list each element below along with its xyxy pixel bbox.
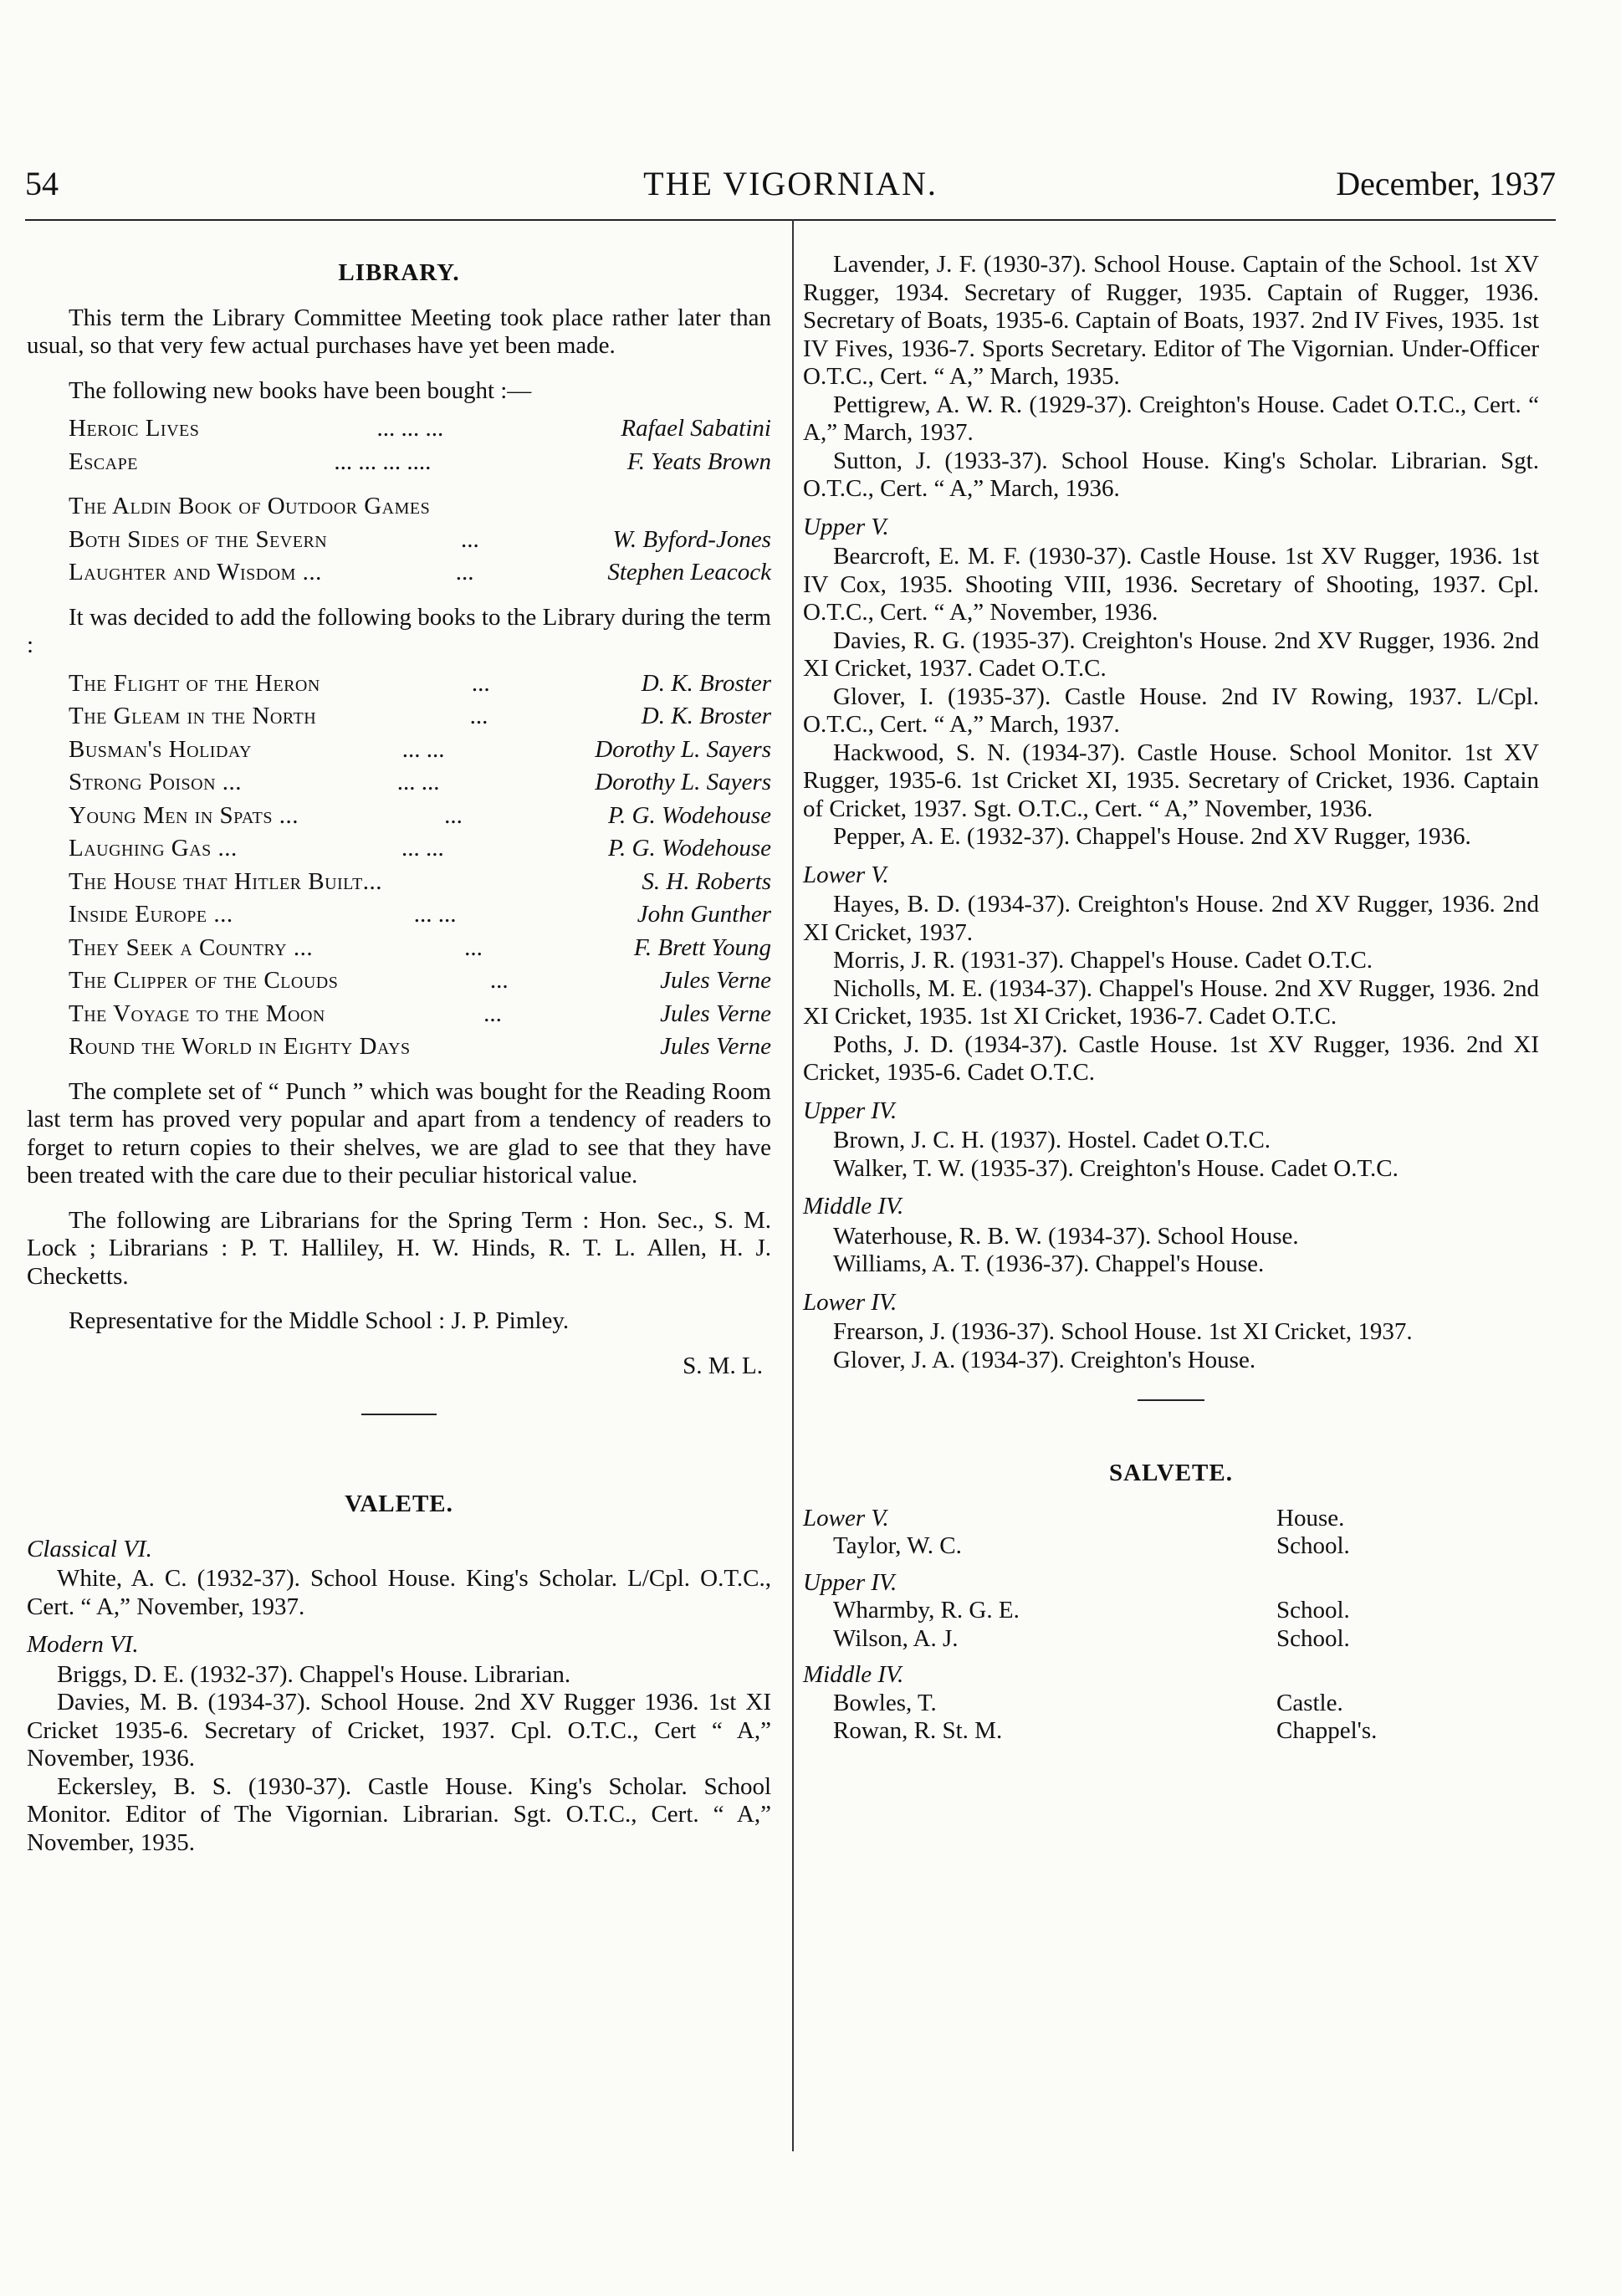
book-entry (69, 703, 771, 731)
leaver-entry: Frearson, J. (1936-37). School House. 1st XI Cricket, 1937. (833, 1318, 1413, 1345)
bought-books-list-1 (27, 415, 771, 476)
book-entry (69, 736, 771, 764)
leaver-entry: Bearcroft, E. M. F. (1930-37). Castle House. 1st XV Rugger, 1936. 1st IV Cox, 1935. Shooting VIII, 1936. Secretary of Shooting, 1937. Cpl. O.T.C., Cert. “ A,” November, 1936. (803, 543, 1539, 626)
book-author: Jules Verne (660, 967, 771, 994)
leaver-entry: Pepper, A. E. (1932-37). Chappel's House. 2nd XV Rugger, 1936. (833, 823, 1471, 850)
book-leader-dots: ... (455, 559, 474, 586)
library-heading: LIBRARY. (338, 259, 460, 286)
page-header (25, 164, 1556, 207)
form-section-label: Classical VI. (27, 1535, 152, 1562)
book-author: John Gunther (637, 901, 771, 928)
book-title: Young Men in Spats ... (69, 801, 299, 829)
book-title: Heroic Lives (69, 415, 200, 442)
book-title: The Clipper of the Clouds (69, 967, 339, 994)
book-leader-dots: ... ... (413, 901, 457, 928)
section-rule (361, 1414, 437, 1415)
pupil-house: School. (1276, 1597, 1350, 1624)
book-author: Dorothy L. Sayers (595, 735, 771, 763)
book-entry (69, 901, 771, 929)
bought-intro: The following new books have been bought :— (69, 376, 532, 404)
book-leader-dots: ... (489, 967, 509, 994)
issue-date: December, 1937 (1336, 165, 1556, 202)
book-leader-dots: ... ... (401, 835, 444, 862)
form-section-label: Lower V. (803, 1504, 889, 1532)
header-rule (25, 219, 1556, 221)
book-title: The House that Hitler Built... (69, 867, 383, 895)
book-author: Dorothy L. Sayers (595, 769, 771, 795)
book-entry (69, 835, 771, 863)
new-pupil-row (803, 1717, 1539, 1746)
book-title: Inside Europe ... (69, 901, 233, 928)
book-author: Jules Verne (660, 1000, 771, 1027)
pupil-house: School. (1276, 1532, 1350, 1559)
form-section-label: Modern VI. (27, 1631, 139, 1658)
new-pupil-row (803, 1532, 1539, 1561)
library-intro: This term the Library Committee Meeting took place rather later than usual, so that very few actual purchases have yet been made. (27, 304, 771, 359)
new-pupil-row (803, 1625, 1539, 1654)
right-column (803, 251, 1539, 1746)
added-intro: It was decided to add the following books to the Library during the term : (27, 603, 771, 658)
book-title: Round the World in Eighty Days (69, 1033, 411, 1060)
book-author: W. Byford-Jones (612, 525, 771, 553)
book-title: Laughing Gas ... (69, 835, 238, 862)
book-title: Escape (69, 447, 138, 475)
book-entry (69, 802, 771, 831)
pupil-name: Rowan, R. St. M. (833, 1717, 1003, 1744)
book-author: S. H. Roberts (642, 867, 771, 895)
column-divider (792, 219, 794, 2151)
salvete-heading: SALVETE. (1109, 1460, 1233, 1486)
book-entry (69, 1000, 771, 1029)
pupil-name: Wharmby, R. G. E. (833, 1597, 1020, 1624)
library-signature: S. M. L. (683, 1352, 763, 1379)
book-title: The Gleam in the North (69, 703, 317, 729)
book-title: The Voyage to the Moon (69, 1000, 325, 1027)
leaver-entry: White, A. C. (1932-37). School House. King's Scholar. L/Cpl. O.T.C., Cert. “ A,” November, 1937. (27, 1565, 771, 1620)
leaver-entry: Hayes, B. D. (1934-37). Creighton's House. 2nd XV Rugger, 1936. 2nd XI Cricket, 1937. (803, 891, 1539, 946)
book-leader-dots: ... ... (401, 735, 445, 763)
book-title: The Flight of the Heron (69, 669, 320, 697)
book-leader-dots: ... (469, 703, 488, 729)
pupil-house: Castle. (1276, 1689, 1343, 1716)
salvete-section-header (803, 1661, 1539, 1690)
book-entry (69, 448, 771, 477)
book-author: P. G. Wodehouse (608, 801, 771, 829)
book-leader-dots: ... (460, 525, 479, 553)
book-title: They Seek a Country ... (69, 933, 314, 961)
book-entry (69, 967, 771, 995)
form-section-label: Lower V. (803, 861, 889, 888)
book-author: Stephen Leacock (607, 559, 771, 586)
left-column (27, 251, 771, 1857)
salvete-section-header (803, 1505, 1539, 1533)
book-entry (69, 415, 771, 443)
book-author: F. Yeats Brown (626, 447, 771, 475)
pupil-name: Taylor, W. C. (833, 1532, 962, 1559)
librarians-paragraph: The following are Librarians for the Spring Term : Hon. Sec., S. M. Lock ; Librarians : P. T. Halliley, H. W. Hinds, R. T. L. Allen, H. J. Checketts. (27, 1206, 771, 1290)
book-entry (69, 526, 771, 555)
leaver-entry: Davies, M. B. (1934-37). School House. 2nd XV Rugger 1936. 1st XI Cricket 1935-6. Secretary of Cricket, 1937. Cpl. O.T.C., Cert “ A,” November, 1936. (27, 1689, 771, 1772)
book-entry (69, 670, 771, 698)
book-leader-dots: ... (464, 933, 483, 961)
leaver-entry: Briggs, D. E. (1932-37). Chappel's House. Librarian. (57, 1660, 571, 1688)
book-author: F. Brett Young (633, 933, 771, 961)
leaver-entry: Eckersley, B. S. (1930-37). Castle House. King's Scholar. School Monitor. Editor of The Vigornian. Librarian. Sgt. O.T.C., Cert. “ A,” November, 1935. (27, 1772, 771, 1856)
new-pupil-row (803, 1690, 1539, 1718)
pupil-house: Chappel's. (1276, 1717, 1378, 1744)
bought-books-list-2 (27, 493, 771, 587)
added-books-list (27, 670, 771, 1061)
leaver-entry: Waterhouse, R. B. W. (1934-37). School House. (833, 1222, 1299, 1250)
leaver-entry: Pettigrew, A. W. R. (1929-37). Creighton's House. Cadet O.T.C., Cert. “ A,” March, 1937. (803, 391, 1539, 446)
book-leader-dots: ... (444, 801, 463, 829)
book-title: Strong Poison ... (69, 769, 243, 795)
leaver-entry: Poths, J. D. (1934-37). Castle House. 1st XV Rugger, 1936. 2nd XI Cricket, 1935-6. Cadet O.T.C. (803, 1030, 1539, 1086)
leaver-entry: Davies, R. G. (1935-37). Creighton's House. 2nd XV Rugger, 1936. 2nd XI Cricket, 1937. Cadet O.T.C. (803, 626, 1539, 682)
form-section-label: Upper V. (803, 513, 889, 540)
salvete-list (803, 1505, 1539, 1746)
book-leader-dots: ... (483, 1000, 502, 1027)
leaver-entry: Walker, T. W. (1935-37). Creighton's House. Cadet O.T.C. (833, 1154, 1399, 1182)
book-title: The Aldin Book of Outdoor Games (69, 493, 431, 519)
book-leader-dots: ... ... (396, 769, 440, 795)
book-title: Laughter and Wisdom ... (69, 559, 322, 586)
valete-continued-list (803, 251, 1539, 504)
leaver-entry: Morris, J. R. (1931-37). Chappel's House. Cadet O.T.C. (833, 947, 1373, 974)
book-entry (69, 769, 771, 797)
book-leader-dots: ... ... ... .... (334, 447, 432, 475)
representative-paragraph: Representative for the Middle School : J. P. Pimley. (69, 1307, 570, 1334)
book-leader-dots: ... (471, 669, 490, 697)
pupil-name: Wilson, A. J. (833, 1624, 959, 1652)
section-rule (1138, 1399, 1204, 1401)
form-section-label: Middle IV. (803, 1193, 904, 1220)
pupil-house: School. (1276, 1624, 1350, 1652)
leaver-entry: Glover, I. (1935-37). Castle House. 2nd IV Rowing, 1937. L/Cpl. O.T.C., Cert. “ A,” March, 1937. (803, 683, 1539, 738)
form-section-label: Middle IV. (803, 1661, 904, 1688)
book-entry (69, 559, 771, 587)
book-author: D. K. Broster (641, 703, 771, 729)
book-entry (69, 493, 771, 521)
leaver-entry: Hackwood, S. N. (1934-37). Castle House. School Monitor. 1st XV Rugger, 1935-6. 1st Cricket XI, 1935. Secretary of Cricket, 1936. Captain of Cricket, 1937. Sgt. O.T.C., Cert. “ A,” November, 1936. (803, 739, 1539, 822)
pupil-name: Bowles, T. (833, 1689, 937, 1716)
leaver-entry: Lavender, J. F. (1930-37). School House. Captain of the School. 1st XV Rugger, 1934. Secretary of Rugger, 1935. Captain of Rugger, 1936. Secretary of Boats, 1935-6. Captain of Boats, 1937. 2nd IV Fives, 1935. 1st IV Fives, 1936-7. Sports Secretary. Editor of The Vigornian. Under-Officer O.T.C., Cert. “ A,” March, 1935. (803, 251, 1539, 390)
salvete-section-header (803, 1569, 1539, 1598)
book-leader-dots: ... ... ... (376, 415, 444, 442)
publication-title: THE VIGORNIAN. (643, 165, 938, 202)
new-pupil-row (803, 1597, 1539, 1625)
form-section-label: Lower IV. (803, 1288, 897, 1316)
punch-paragraph: The complete set of “ Punch ” which was bought for the Reading Room last term has proved very popular and apart from a tendency of readers to forget to return copies to their shelves, we are glad to see that they have been treated with the care due to their peculiar historical value. (27, 1077, 771, 1189)
leaver-entry: Nicholls, M. E. (1934-37). Chappel's House. 2nd XV Rugger, 1936. 2nd XI Cricket, 1935. 1st XI Cricket, 1936-7. Cadet O.T.C. (803, 974, 1539, 1030)
form-section-label: Upper IV. (803, 1097, 897, 1124)
book-author: Jules Verne (660, 1033, 771, 1060)
leaver-entry: Glover, J. A. (1934-37). Creighton's House. (833, 1346, 1256, 1373)
book-author: P. G. Wodehouse (608, 835, 771, 862)
book-entry (69, 1033, 771, 1061)
leaver-entry: Williams, A. T. (1936-37). Chappel's House. (833, 1250, 1265, 1277)
leaver-entry: Sutton, J. (1933-37). School House. King's Scholar. Librarian. Sgt. O.T.C., Cert. “ A,” March, 1936. (803, 447, 1539, 502)
form-section-label: Upper IV. (803, 1568, 897, 1596)
leaver-entry: Brown, J. C. H. (1937). Hostel. Cadet O.T.C. (833, 1127, 1271, 1153)
valete-right-list (803, 514, 1539, 1375)
page-number: 54 (25, 165, 59, 202)
book-author: D. K. Broster (641, 669, 771, 697)
book-title: Busman's Holiday (69, 735, 252, 763)
house-column-heading: House. (1276, 1504, 1345, 1532)
book-title: Both Sides of the Severn (69, 525, 328, 553)
valete-heading: VALETE. (345, 1491, 453, 1517)
book-entry (69, 934, 771, 963)
book-author: Rafael Sabatini (621, 415, 771, 442)
book-entry (69, 868, 771, 897)
valete-left-list (27, 1536, 771, 1858)
